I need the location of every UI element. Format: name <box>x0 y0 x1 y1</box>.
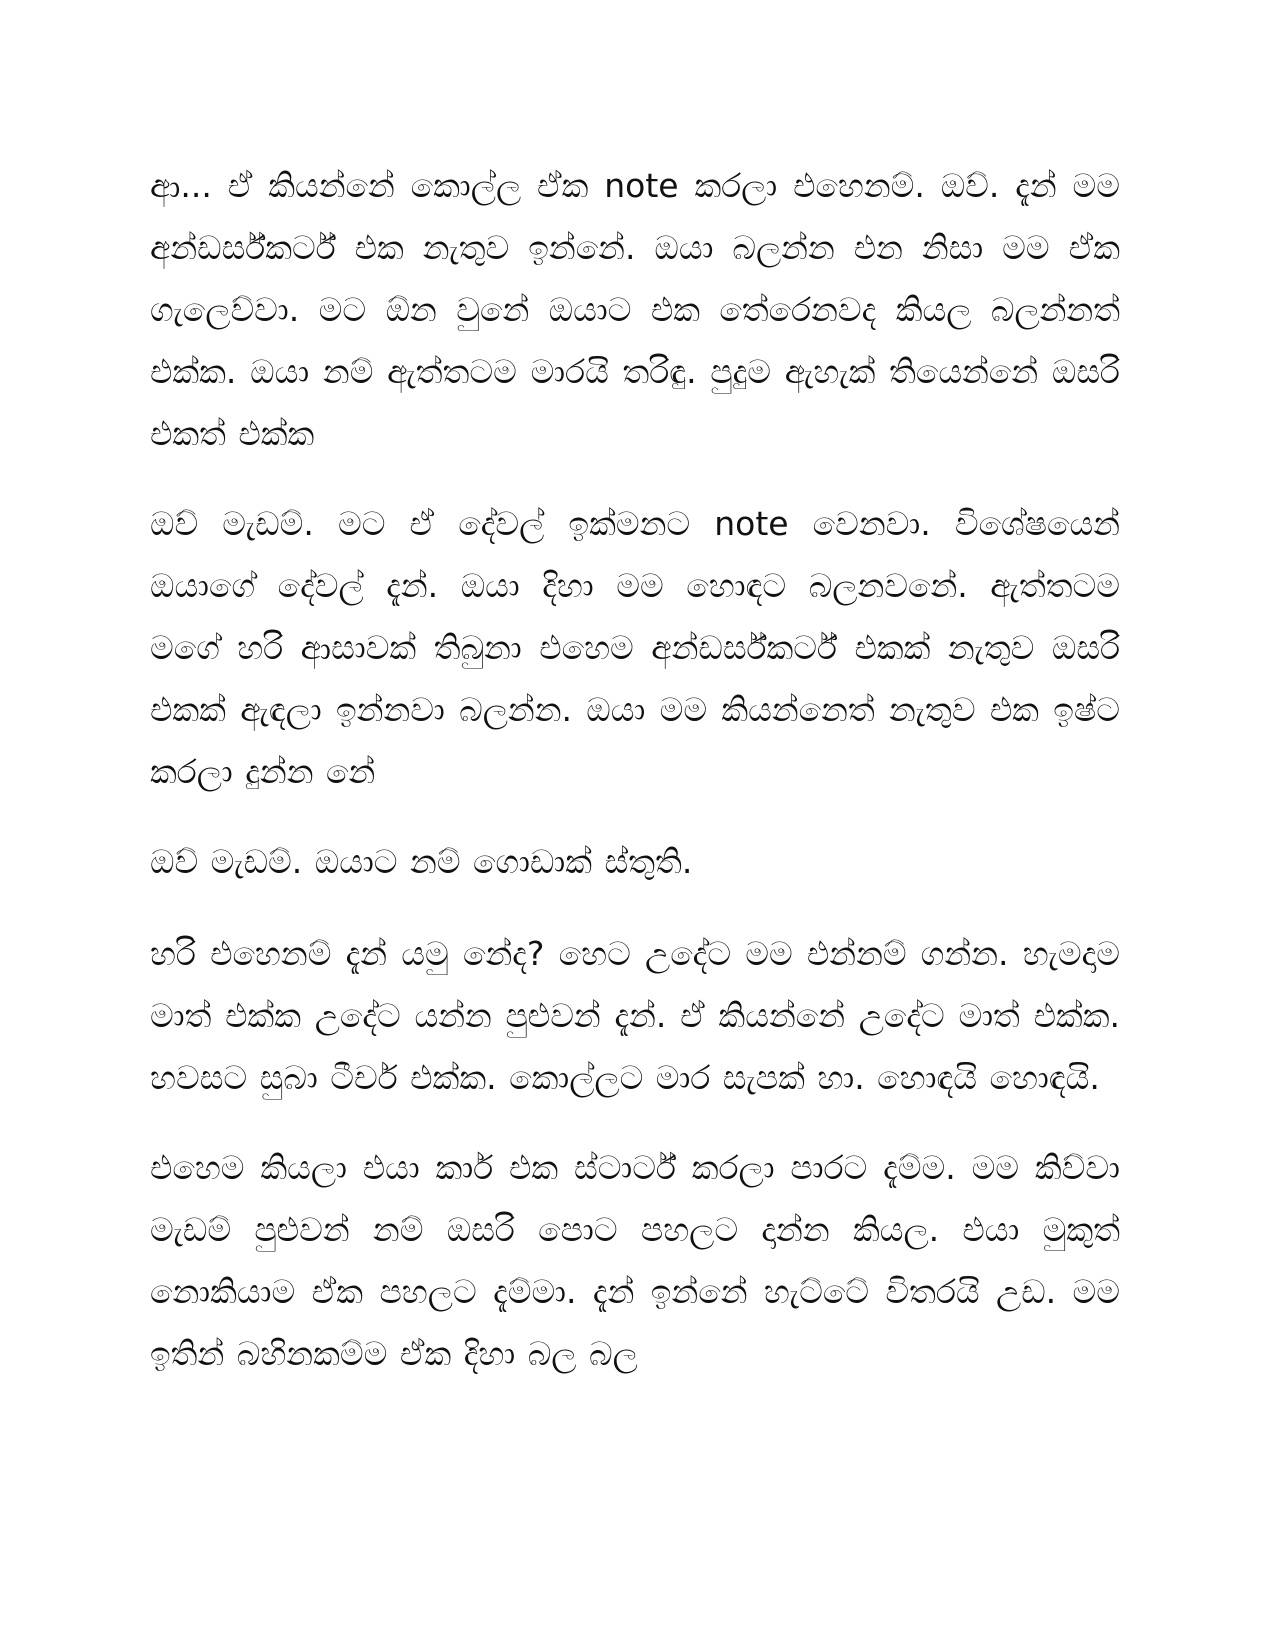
text-body <box>150 155 1120 1413</box>
paragraph-1: ආ... ඒ කියන්නේ කොල්ල ඒක note කරලා එහෙනම්. ඔව්. දැන් මම අන්ඩර්ස්කර්ට් එක නැතුව ඉන්නේ. ඔයා බලන්න එන නිසා මම ඒක ගැලෙව්වා. මට ඕන වුනේ ඔයාට එක තේරෙනවද කියල බලන්නත් එක්ක. ඔයා නම් ඇත්තටම මාරයි තරිඳු. පුදුම ඇහැක් තියෙන්නේ ඔසරි එකත් එක්ක <box>150 166 1120 453</box>
paragraph-2: ඔව් මැඩම්. මට ඒ දේවල් ඉක්මනට note වෙනවා. විශේෂයෙන් ඔයාගේ දේවල් දැන්. ඔයා දිහා මම හොඳට බලනවනේ. ඇත්තටම මගේ හරි ආසාවක් තිබුනා එහෙම අන්ඩර්ස්කර්ට් එකක් නැතුව ඔසරි එකක් ඇඳලා ඉන්නවා බලන්න. ඔයා මම කියන්නෙත් නැතුව එක ඉෂ්ට කරලා දුන්න නේ <box>150 504 1120 791</box>
paragraph-3: ඔව් මැඩම්. ඔයාට නම් ගොඩාක් ස්තුති. <box>150 842 693 881</box>
paragraph-4: හරි එහෙනම් දැන් යමු නේද? හෙට උදේට මම එන්නම් ගන්න. හැමදාම මාත් එක්ක උදේට යන්න පුළුවන් දැන්. ඒ කියන්නේ උදේට මාත් එක්ක. හවසට සුබා ටීචර් එක්ක. කොල්ලට මාර සැපක් හා. හොඳයි හොඳයි. <box>150 934 1120 1097</box>
paragraph-5: එහෙම කියලා එයා කාර් එක ස්ටාර්ට් කරලා පාරට දැම්ම. මම කිව්වා මැඩම් පුළුවන් නම් ඔසරි පොට පහලට දාන්න කියල. එයා මුකුත් නොකියාම ඒක පහලට දැම්මා. දැන් ඉන්නේ හැට්ටේ විතරයි උඩ. මම ඉතින් බහිනකම්ම ඒක දිහා බල බල <box>150 1148 1120 1373</box>
